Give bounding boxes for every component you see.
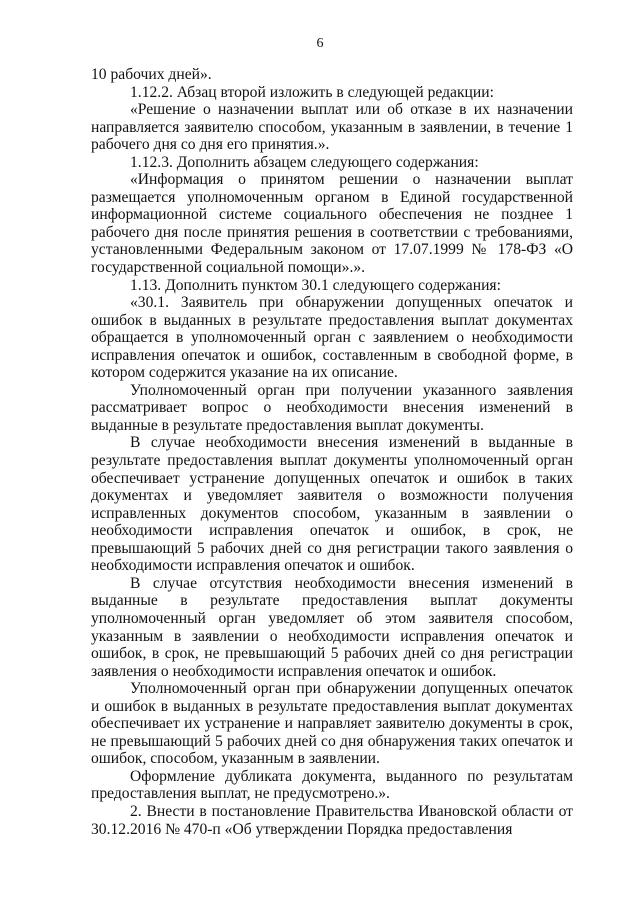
paragraph: «Информация о принятом решении о назначении выплат размещается уполномоченным органом в Единой государственной информационной системе социального обеспечения не позднее 1 рабочего дня после принятия решения в соответствии с требованиями, установленными Федеральным законом от 17.07.1999 № 178-ФЗ «О государственной социальной помощи».». [91,171,573,277]
page-number: 6 [316,36,324,51]
paragraph: 1.12.2. Абзац второй изложить в следующей редакции: [130,83,494,101]
paragraph: 1.12.3. Дополнить абзацем следующего содержания: [130,153,479,171]
paragraph: В случае необходимости внесения изменений в выданные в результате предоставления выплат документы уполномоченный орган обеспечивает устранение допущенных опечаток и ошибок в таких документах и уведомляет заявителя о возможности получения исправленных документов способом, указанным в заявлении о необходимости исправления опечаток и ошибок, в срок, не превышающий 5 рабочих дней со дня регистрации такого заявления о необходимости исправления опечаток и ошибок. [91,434,573,575]
paragraph: 10 рабочих дней». [91,66,212,83]
paragraph: Оформление дубликата документа, выданного по результатам предоставления выплат, не предусмотрено.». [91,767,573,803]
paragraph: Уполномоченный орган при получении указанного заявления рассматривает вопрос о необходимости внесения изменений в выданные в результате предоставления выплат документы. [91,381,573,434]
paragraph: «Решение о назначении выплат или об отказе в их назначении направляется заявителю способом, указанным в заявлении, в течение 1 рабочего дня со дня его принятия.». [91,101,573,154]
paragraph: 2. Внести в постановление Правительства Ивановской области от 30.12.2016 № 470-п «Об утверждении Порядка предоставления [91,802,573,838]
paragraph: В случае отсутствия необходимости внесения изменений в выданные в результате предоставления выплат документы уполномоченный орган уведомляет об этом заявителя способом, указанным в заявлении о необходимости исправления опечаток и ошибок, в срок, не превышающий 5 рабочих дней со дня регистрации заявления о необходимости исправления опечаток и ошибок. [91,574,573,680]
paragraph: «30.1. Заявитель при обнаружении допущенных опечаток и ошибок в выданных в результате предоставления выплат документах обращается в уполномоченный орган с заявлением о необходимости исправления опечаток и ошибок, составленным в свободной форме, в котором содержится указание на их описание. [91,294,573,382]
paragraph: 1.13. Дополнить пунктом 30.1 следующего содержания: [130,276,501,294]
paragraph: Уполномоченный орган при обнаружении допущенных опечаток и ошибок в выданных в результате предоставления выплат документах обеспечивает их устранение и направляет заявителю документы в срок, не превышающий 5 рабочих дней со дня обнаружения таких опечаток и ошибок, способом, указанным в заявлении. [91,680,573,768]
document-body [91,66,573,838]
